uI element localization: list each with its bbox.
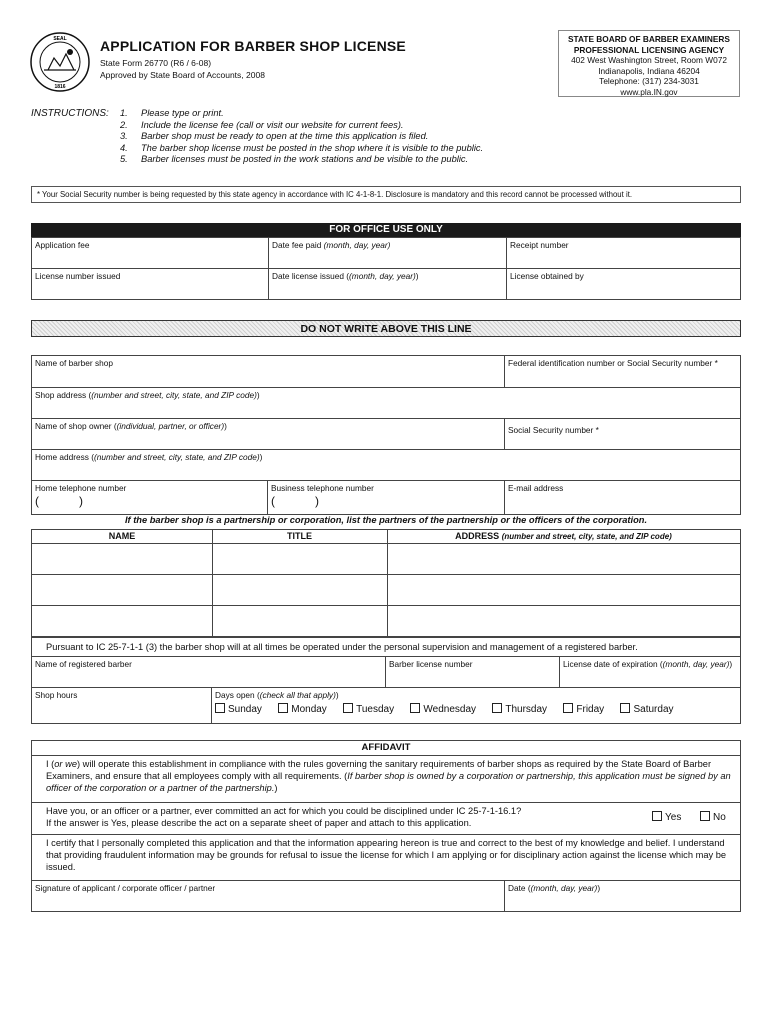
day-monday-checkbox[interactable]: Monday	[278, 704, 327, 715]
instruction-item: 5. Barber licenses must be posted in the work stations and be visible to the public.	[120, 154, 469, 164]
form-approval: Approved by State Board of Accounts, 2008	[100, 70, 265, 80]
day-sunday-checkbox[interactable]: Sunday	[215, 704, 262, 715]
col-title-header: TITLE	[287, 531, 312, 541]
instruction-item: 2. Include the license fee (call or visit our website for current fees).	[120, 119, 404, 130]
supervision-statement: Pursuant to IC 25-7-1-1 (3) the barber shop will at all times be operated under the personal supervision and management of a registered barber.	[46, 642, 638, 652]
partners-heading: If the barber shop is a partnership or corporation, list the partners of the partnership or the officers of the corporation.	[124, 515, 648, 525]
instruction-item: 3. Barber shop must be ready to open at the time this application is filed.	[120, 131, 429, 141]
certification-text: I certify that I personally completed this application and that the information appearing hereon is true and correct to the best of my knowledge and belief. I understand that providing fraudulent information may be grounds for refusal to issue the license for which I am applying or for disciplinary action against the license which may be issued.	[46, 838, 727, 872]
partner-address-input[interactable]	[388, 544, 740, 574]
day-tuesday-checkbox[interactable]: Tuesday	[343, 704, 394, 715]
license-obtained-by-field[interactable]: License obtained by	[510, 271, 584, 281]
license-number-field[interactable]: License number issued	[32, 269, 269, 299]
partner-address-input[interactable]	[388, 606, 740, 636]
discipline-no-checkbox[interactable]: No	[700, 811, 726, 823]
signature-field[interactable]: Signature of applicant / corporate officer / partner	[32, 880, 505, 911]
home-phone-field[interactable]: Home telephone number ( )	[32, 481, 268, 514]
registered-barber-field[interactable]: Name of registered barber	[32, 656, 386, 688]
instructions-label: INSTRUCTIONS:	[31, 108, 109, 119]
partner-name-input[interactable]	[32, 544, 212, 574]
supervision-section	[31, 637, 741, 724]
agency-board: STATE BOARD OF BARBER EXAMINERS	[568, 34, 730, 44]
day-thursday-checkbox[interactable]: Thursday	[492, 704, 547, 715]
email-field[interactable]: E-mail address	[508, 483, 564, 493]
agency-website[interactable]: www.pla.IN.gov	[620, 86, 678, 97]
office-use-header: FOR OFFICE USE ONLY	[31, 223, 741, 237]
agency-street: 402 West Washington Street, Room W072	[571, 55, 727, 65]
ssn-disclosure-note: * Your Social Security number is being requested by this state agency in accordance with IC 4-1-8-1. Disclosure is mandatory and this record cannot be processed without it.	[31, 186, 741, 203]
home-address-field[interactable]: Home address ((number and street, city, state, and ZIP code))	[32, 450, 740, 481]
agency-box	[558, 30, 740, 97]
shop-info-section	[31, 355, 741, 515]
partner-title-input[interactable]	[213, 544, 387, 574]
day-wednesday-checkbox[interactable]: Wednesday	[410, 704, 476, 715]
agency-name: PROFESSIONAL LICENSING AGENCY	[573, 44, 725, 55]
state-seal-logo	[30, 32, 90, 92]
fein-field[interactable]: Federal identification number or Social Security number *	[505, 356, 740, 388]
days-open-group: Days open ((check all that apply)) Sunday Monday Tuesday Wednesday Thursday Friday Saturday	[215, 690, 674, 715]
signature-date-field[interactable]: Date ((month, day, year))	[505, 880, 740, 911]
license-expiration-field[interactable]: License date of expiration ((month, day, year))	[560, 656, 740, 688]
owner-ssn-field[interactable]: Social Security number *	[505, 419, 740, 450]
col-name-header: NAME	[108, 531, 136, 541]
day-saturday-checkbox[interactable]: Saturday	[620, 704, 673, 715]
agency-phone: Telephone: (317) 234-3031	[599, 76, 699, 86]
application-fee-field[interactable]: Application fee	[32, 238, 269, 269]
affidavit-section	[31, 740, 741, 912]
shop-owner-field[interactable]: Name of shop owner ((individual, partner, or officer))	[32, 419, 505, 450]
discipline-yes-checkbox[interactable]: Yes	[652, 811, 681, 823]
form-number: State Form 26770 (R6 / 6-08)	[100, 58, 212, 68]
date-license-issued-field[interactable]: Date license issued ((month, day, year))	[269, 269, 507, 299]
day-friday-checkbox[interactable]: Friday	[563, 704, 604, 715]
form-title: APPLICATION FOR BARBER SHOP LICENSE	[100, 38, 406, 54]
shop-address-field[interactable]: Shop address ((number and street, city, state, and ZIP code))	[32, 388, 740, 419]
agency-city: Indianapolis, Indiana 46204	[598, 65, 700, 76]
col-address-header: ADDRESS (number and street, city, state, and ZIP code)	[455, 531, 672, 541]
partner-address-input[interactable]	[388, 575, 740, 605]
shop-name-field[interactable]: Name of barber shop	[32, 356, 505, 388]
svg-text:SEAL: SEAL	[53, 36, 67, 42]
business-phone-field[interactable]: Business telephone number ( )	[268, 481, 505, 514]
instructions-list	[120, 108, 483, 166]
date-fee-paid-field[interactable]: Date fee paid (month, day, year)	[269, 238, 507, 269]
shop-hours-field[interactable]: Shop hours	[32, 688, 212, 723]
office-use-section	[31, 237, 741, 300]
affidavit-compliance-text: I (or we) will operate this establishment in compliance with the rules governing the sanitary requirements of barber shops as required by the State Board of Barber Examiners, and ensure that all employees comply with all requirements. (If barber shop is owned by a corporation or partnership, this application must be signed by an officer of the corporation or a partner of the partnership.)	[46, 759, 731, 793]
instruction-item: 4. The barber shop license must be posted in the shop where it is visible to the public.	[120, 142, 484, 153]
affidavit-title: AFFIDAVIT	[32, 741, 740, 756]
svg-text:1816: 1816	[54, 84, 66, 90]
instruction-item: 1. Please type or print.	[120, 108, 224, 118]
discipline-question: Have you, or an officer or a partner, ever committed an act for which you could be disciplined under IC 25-7-1-16.1? If the answer is Yes, please describe the act on a separate sheet of paper and attach to this application.	[46, 806, 522, 828]
partner-name-input[interactable]	[32, 606, 212, 636]
do-not-write-banner: DO NOT WRITE ABOVE THIS LINE	[31, 320, 741, 337]
barber-license-field[interactable]: Barber license number	[386, 656, 560, 688]
partner-title-input[interactable]	[213, 575, 387, 605]
partner-name-input[interactable]	[32, 575, 212, 605]
partners-table	[31, 529, 741, 637]
partner-title-input[interactable]	[213, 606, 387, 636]
receipt-number-field[interactable]: Receipt number	[507, 238, 740, 269]
